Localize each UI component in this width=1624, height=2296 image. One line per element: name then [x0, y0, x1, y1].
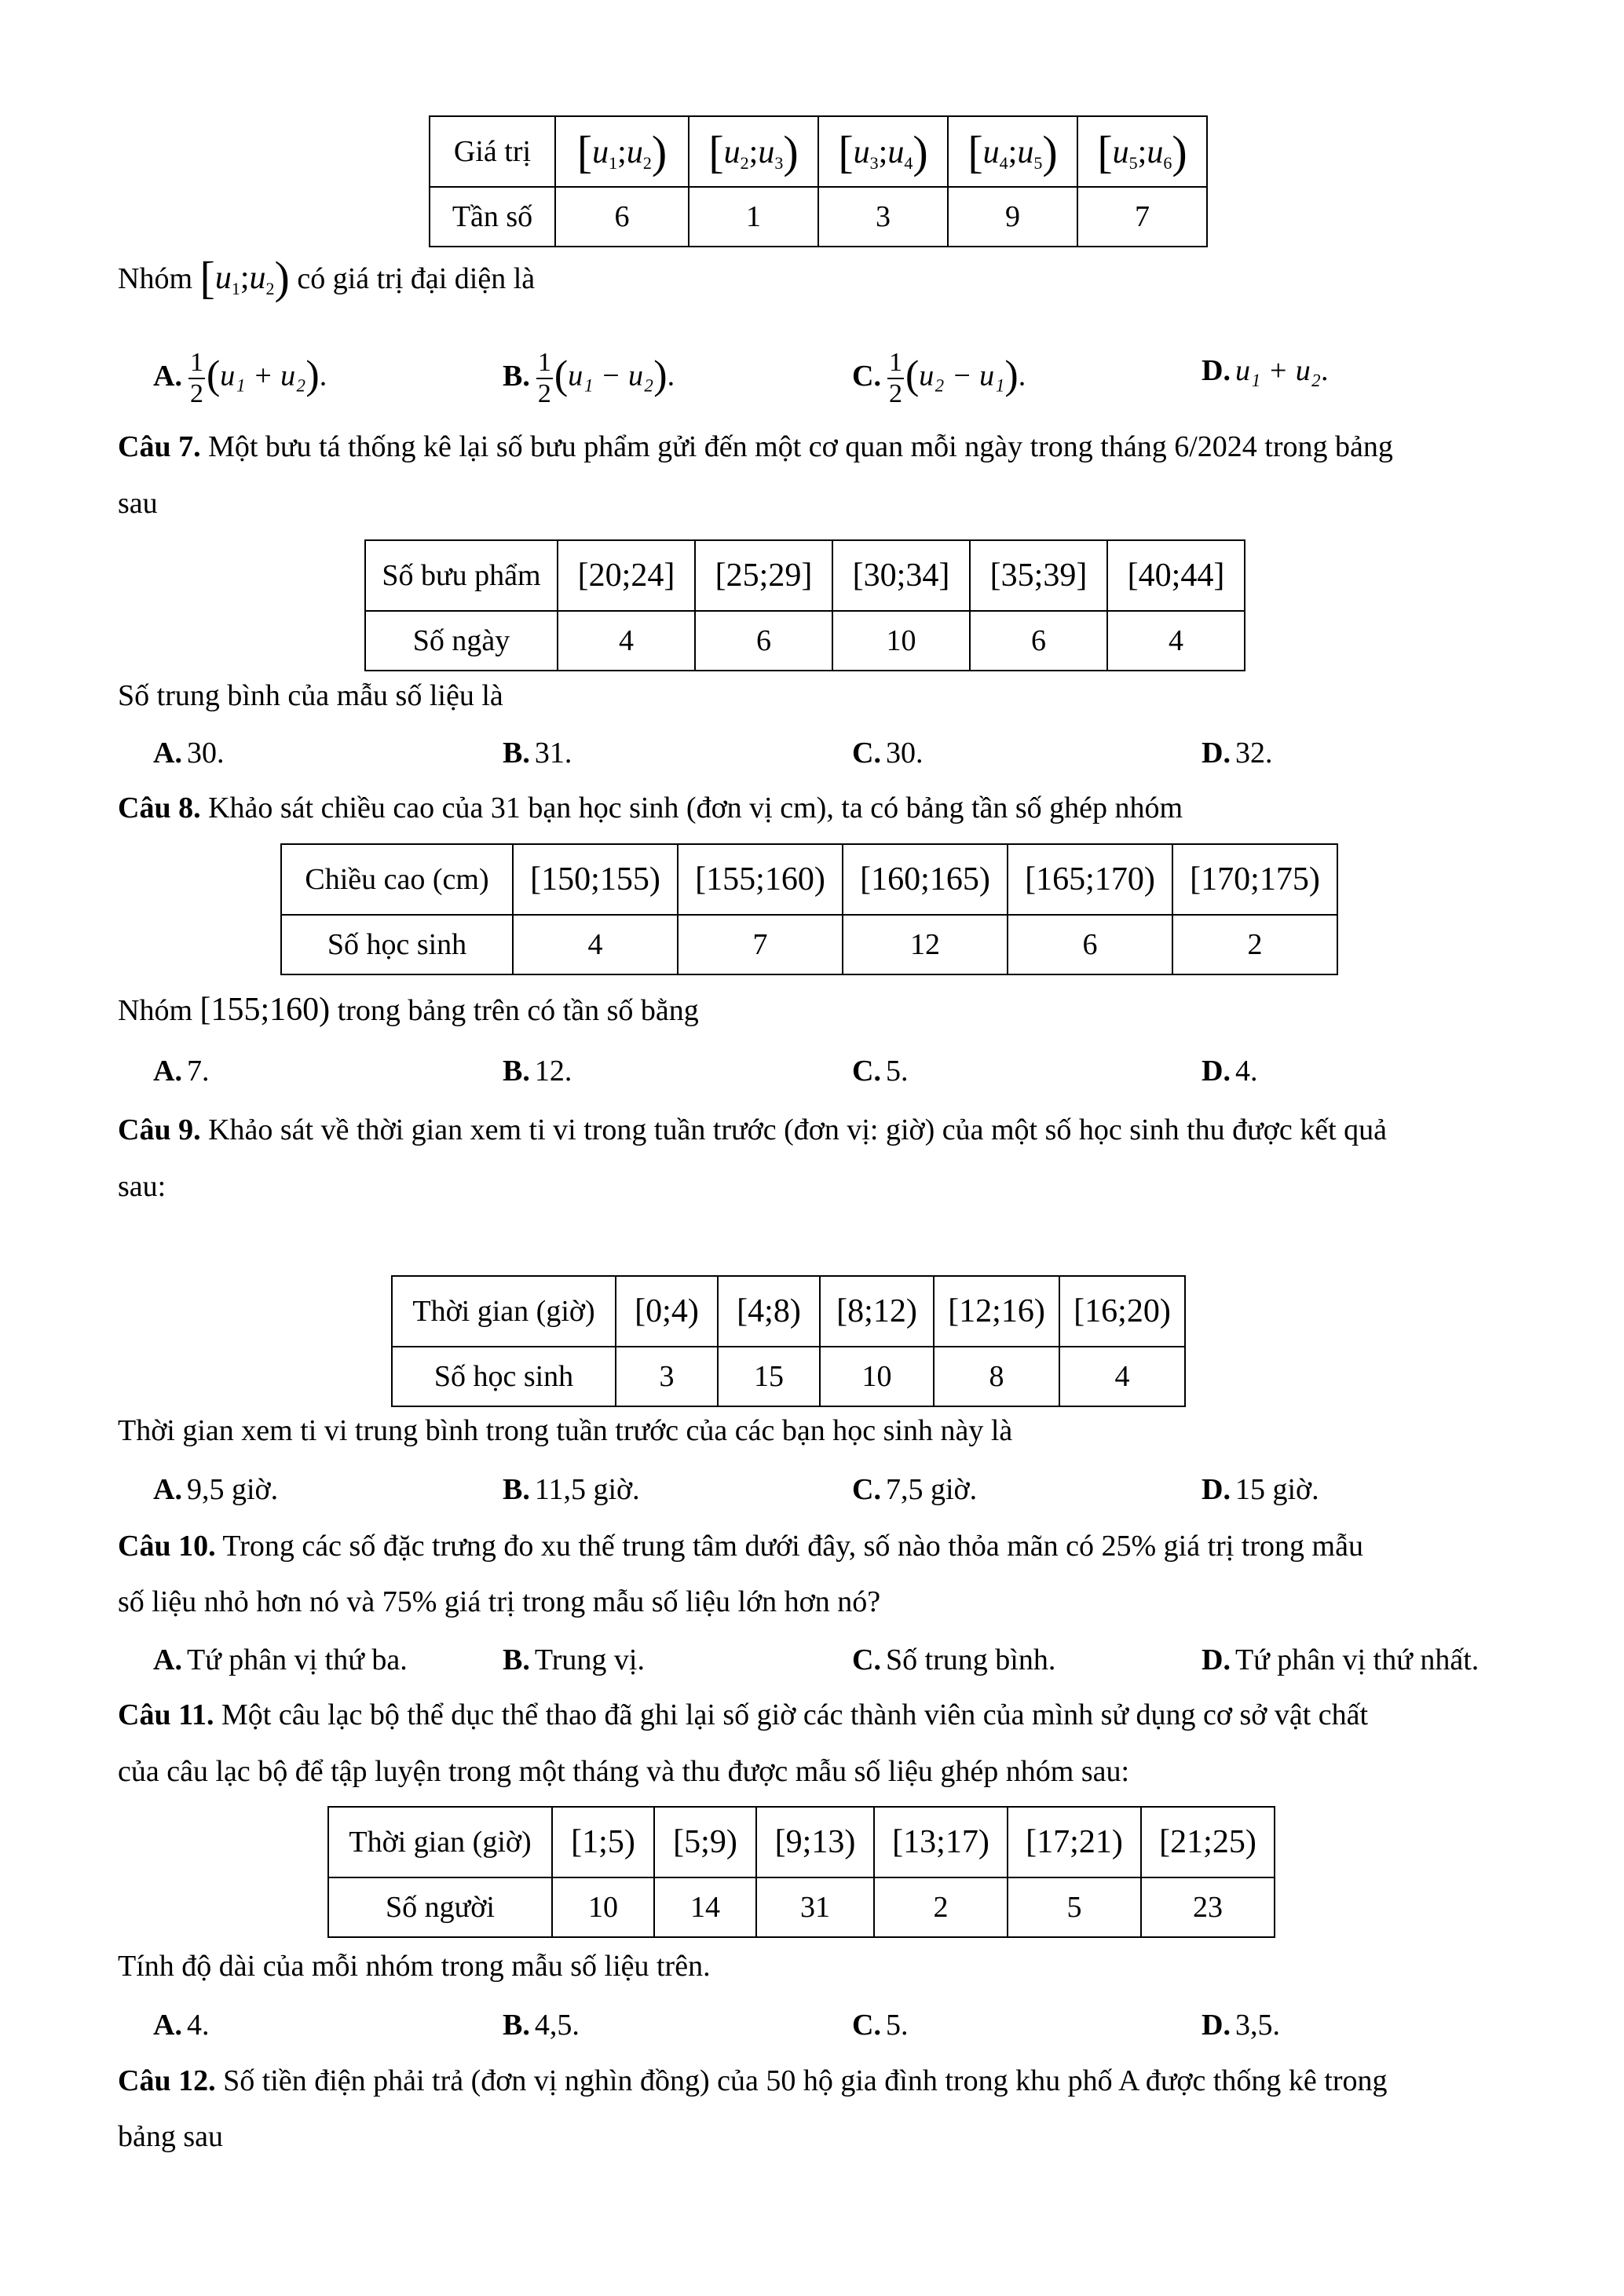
q11-frequency-table	[327, 1806, 1275, 1938]
value-cell: 7	[1077, 187, 1207, 247]
q7-prompt: Số trung bình của mẫu số liệu là	[118, 679, 503, 712]
q8-prompt: Nhóm [155;160) trong bảng trên có tần số bằng	[118, 992, 699, 1028]
interval-cell: $[u_1;u_2)$	[555, 116, 689, 187]
q7-text-line2: sau	[118, 487, 158, 520]
q7-text-line1: Câu 7. Một bưu tá thống kê lại số bưu phẩm gửi đến một cơ quan mỗi ngày trong tháng 6/2024 trong bảng	[118, 430, 1393, 463]
q8-option-d[interactable]: D. 4.	[1202, 1055, 1258, 1088]
interval-cell: [5;9)	[654, 1807, 756, 1877]
value-cell: 10	[552, 1877, 654, 1937]
question-label: Câu 12.	[118, 2064, 216, 2097]
interval-cell: [13;17)	[874, 1807, 1008, 1877]
value-cell: 2	[1172, 915, 1337, 974]
q8-option-a[interactable]: A. 7.	[153, 1055, 210, 1088]
q10-option-c[interactable]: C. Số trung bình.	[852, 1643, 1056, 1676]
question-label: Câu 10.	[118, 1530, 216, 1563]
interval-cell: [0;4)	[616, 1276, 718, 1347]
interval-cell: [16;20)	[1059, 1276, 1185, 1347]
interval-cell: [35;39]	[970, 540, 1107, 611]
q8-option-b[interactable]: B. 12.	[503, 1055, 572, 1088]
q8-text-line1: Câu 8. Khảo sát chiều cao của 31 bạn học sinh (đơn vị cm), ta có bảng tần số ghép nhóm	[118, 792, 1183, 824]
q10-text-line2: số liệu nhỏ hơn nó và 75% giá trị trong mẫu số liệu lớn hơn nó?	[118, 1585, 881, 1618]
q10-option-d[interactable]: D. Tứ phân vị thứ nhất.	[1202, 1643, 1480, 1676]
value-cell: 14	[654, 1877, 756, 1937]
interval-cell: [1;5)	[552, 1807, 654, 1877]
interval-cell: [20;24]	[558, 540, 695, 611]
value-cell: 2	[874, 1877, 1008, 1937]
q9-option-b[interactable]: B. 11,5 giờ.	[503, 1473, 640, 1506]
q11-prompt: Tính độ dài của mỗi nhóm trong mẫu số liệu trên.	[118, 1950, 711, 1983]
q12-text-line1: Câu 12. Số tiền điện phải trả (đơn vị nghìn đồng) của 50 hộ gia đình trong khu phố A được thống kê trong	[118, 2064, 1388, 2097]
interval-cell: [150;155)	[513, 844, 678, 915]
interval-cell: [30;34]	[832, 540, 970, 611]
q9-prompt: Thời gian xem ti vi trung bình trong tuần trước của các bạn học sinh này là	[118, 1414, 1013, 1447]
q7-option-a[interactable]: A. 30.	[153, 737, 225, 770]
value-cell: 4	[1059, 1347, 1185, 1406]
q8-option-c[interactable]: C. 5.	[852, 1055, 909, 1088]
value-cell: 6	[970, 611, 1107, 671]
fraction: $\frac{1}{2}$	[537, 348, 551, 408]
q11-option-a[interactable]: A. 4.	[153, 2009, 210, 2042]
q6-option-c[interactable]: C. $\frac{1}{2}$ (u₂ − u₁).	[852, 348, 1026, 408]
interval-cell: [8;12)	[820, 1276, 934, 1347]
q11-option-c[interactable]: C. 5.	[852, 2009, 909, 2042]
interval-cell: $[u_4;u_5)$	[948, 116, 1077, 187]
interval-cell: $[u_5;u_6)$	[1077, 116, 1207, 187]
q6-prompt: Nhóm $[u_1;u_2)$ có giá trị đại diện là	[118, 252, 536, 303]
q11-text-line2: của câu lạc bộ để tập luyện trong một tháng và thu được mẫu số liệu ghép nhóm sau:	[118, 1755, 1130, 1788]
question-label: Câu 7.	[118, 430, 201, 463]
interval-cell: [40;44]	[1107, 540, 1245, 611]
value-cell: 5	[1008, 1877, 1141, 1937]
value-cell: 7	[678, 915, 843, 974]
q6-option-d[interactable]: D. u₁ + u₂.	[1202, 354, 1329, 387]
interval-cell: [17;21)	[1008, 1807, 1141, 1877]
value-cell: 12	[843, 915, 1008, 974]
table-header-label: Số bưu phẩm	[365, 540, 558, 611]
q10-text-line1: Câu 10. Trong các số đặc trưng đo xu thế trung tâm dưới đây, số nào thỏa mãn có 25% giá trị trong mẫu	[118, 1530, 1363, 1563]
interval-cell: [12;16)	[934, 1276, 1059, 1347]
value-cell: 4	[558, 611, 695, 671]
interval-cell: [9;13)	[756, 1807, 874, 1877]
q9-frequency-table	[391, 1275, 1186, 1407]
q7-option-d[interactable]: D. 32.	[1202, 737, 1273, 770]
table-row-label: Tần số	[430, 187, 555, 247]
interval-cell: [4;8)	[718, 1276, 820, 1347]
q6-option-b[interactable]: B. $\frac{1}{2}$ (u₁ − u₂).	[503, 348, 675, 408]
interval-cell: $[u_3;u_4)$	[818, 116, 948, 187]
q11-text-line1: Câu 11. Một câu lạc bộ thể dục thể thao đã ghi lại số giờ các thành viên của mình sử dụng cơ sở vật chất	[118, 1698, 1369, 1731]
table-header-label: Thời gian (giờ)	[392, 1276, 616, 1347]
interval-cell: [165;170)	[1008, 844, 1172, 915]
q9-text-line1: Câu 9. Khảo sát về thời gian xem ti vi trong tuần trước (đơn vị: giờ) của một số học sinh thu được kết quả	[118, 1113, 1388, 1146]
q10-option-b[interactable]: B. Trung vị.	[503, 1643, 645, 1676]
q8-frequency-table	[280, 843, 1338, 975]
interval-cell: [21;25)	[1141, 1807, 1275, 1877]
interval-cell: [160;165)	[843, 844, 1008, 915]
fraction: $\frac{1}{2}$	[189, 348, 203, 408]
value-cell: 10	[820, 1347, 934, 1406]
q12-text-line2: bảng sau	[118, 2120, 224, 2153]
question-label: Câu 9.	[118, 1113, 201, 1146]
value-cell: 1	[689, 187, 818, 247]
value-cell: 6	[1008, 915, 1172, 974]
value-cell: 8	[934, 1347, 1059, 1406]
question-label: Câu 11.	[118, 1698, 214, 1731]
interval-cell: [155;160)	[678, 844, 843, 915]
interval-cell: [25;29]	[695, 540, 832, 611]
table-row-label: Số học sinh	[281, 915, 513, 974]
value-cell: 6	[555, 187, 689, 247]
q9-text-line2: sau:	[118, 1170, 166, 1203]
value-cell: 4	[513, 915, 678, 974]
value-cell: 31	[756, 1877, 874, 1937]
q9-option-a[interactable]: A. 9,5 giờ.	[153, 1473, 279, 1506]
value-cell: 9	[948, 187, 1077, 247]
value-cell: 23	[1141, 1877, 1275, 1937]
q7-frequency-table	[364, 539, 1245, 671]
question-label: Câu 8.	[118, 792, 201, 824]
q7-option-b[interactable]: B. 31.	[503, 737, 572, 770]
q11-option-d[interactable]: D. 3,5.	[1202, 2009, 1280, 2042]
q6-frequency-table	[429, 115, 1208, 247]
value-cell: 10	[832, 611, 970, 671]
table-row-label: Số người	[328, 1877, 552, 1937]
q9-option-d[interactable]: D. 15 giờ.	[1202, 1473, 1319, 1506]
interval-cell: [170;175)	[1172, 844, 1337, 915]
q10-option-a[interactable]: A. Tứ phân vị thứ ba.	[153, 1643, 408, 1676]
fraction: $\frac{1}{2}$	[888, 348, 902, 408]
value-cell: 3	[818, 187, 948, 247]
q6-option-a[interactable]: A. $\frac{1}{2}$ (u₁ + u₂).	[153, 348, 327, 408]
table-header-label: Thời gian (giờ)	[328, 1807, 552, 1877]
q7-option-c[interactable]: C. 30.	[852, 737, 924, 770]
table-header-label: Chiều cao (cm)	[281, 844, 513, 915]
value-cell: 4	[1107, 611, 1245, 671]
interval-cell: $[u_2;u_3)$	[689, 116, 818, 187]
table-row-label: Số ngày	[365, 611, 558, 671]
value-cell: 3	[616, 1347, 718, 1406]
table-row-label: Số học sinh	[392, 1347, 616, 1406]
q11-option-b[interactable]: B. 4,5.	[503, 2009, 580, 2042]
q9-option-c[interactable]: C. 7,5 giờ.	[852, 1473, 978, 1506]
value-cell: 15	[718, 1347, 820, 1406]
table-header-label: Giá trị	[430, 116, 555, 187]
value-cell: 6	[695, 611, 832, 671]
